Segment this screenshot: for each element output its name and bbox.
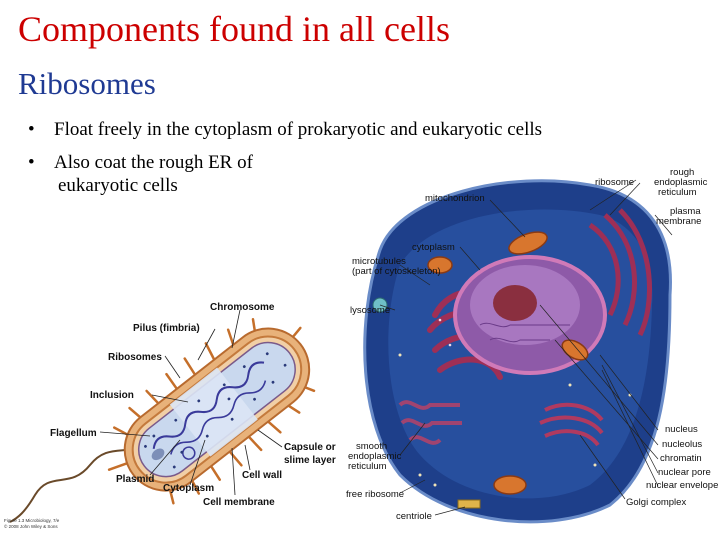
label-pilus: Pilus (fimbria) <box>133 323 200 334</box>
figure-caption: Figure 1.3 Microbiology, 7/e <box>4 518 60 523</box>
label-cell-membrane: Cell membrane <box>203 497 275 508</box>
label-capsule: Capsule or <box>284 442 336 453</box>
label-cell-wall: Cell wall <box>242 470 283 481</box>
label-lysosome: lysosome <box>350 305 391 316</box>
figure-copyright: © 2008 John Wiley & Sons <box>4 524 58 529</box>
label-smooth-reticulum: reticulum <box>348 461 387 472</box>
label-free-ribosome: free ribosome <box>346 489 405 500</box>
label-microtubules: microtubules <box>352 256 406 267</box>
label-centriole: centriole <box>396 511 432 522</box>
label-nuclear-pore: nuclear pore <box>658 467 711 478</box>
label-rough: rough <box>670 167 695 178</box>
label-nuclear-envelope: nuclear envelope <box>646 480 719 491</box>
label-nucleolus: nucleolus <box>662 439 703 450</box>
nucleolus-shape <box>493 285 537 321</box>
label-membrane: membrane <box>656 216 702 227</box>
label-smooth-endoplasmic: endoplasmic <box>348 451 402 462</box>
label-plasmid: Plasmid <box>116 474 155 485</box>
label-smooth: smooth <box>356 441 388 452</box>
animal-cell-diagram <box>340 155 720 530</box>
label-slime-layer: slime layer <box>284 455 336 466</box>
label-nucleus: nucleus <box>665 424 698 435</box>
bullet-marker: • <box>28 119 35 140</box>
label-inclusion: Inclusion <box>90 390 134 401</box>
label-plasma: plasma <box>670 206 701 217</box>
label-ribosomes: Ribosomes <box>108 352 162 363</box>
label-cytoplasm: cytoplasm <box>412 242 455 253</box>
label-ribosome: ribosome <box>595 177 635 188</box>
bullet-text: Also coat the rough ER of <box>54 152 253 173</box>
bacterium-diagram <box>0 290 345 530</box>
bullet-item <box>28 119 718 147</box>
label-chromatin: chromatin <box>660 453 702 464</box>
bullet-text-continued: eukaryotic cells <box>58 175 178 196</box>
bullet-text: Float freely in the cytoplasm of prokaryotic and eukaryotic cells <box>54 119 543 140</box>
label-cytoskeleton: (part of cytoskeleton) <box>352 266 441 277</box>
bullet-marker: • <box>28 152 35 173</box>
label-mitochondrion: mitochondrion <box>425 193 485 204</box>
label-endoplasmic: endoplasmic <box>654 177 708 188</box>
slide-subtitle: Ribosomes <box>18 66 156 101</box>
centriole-shape <box>458 500 480 508</box>
label-cytoplasm: Cytoplasm <box>163 483 215 494</box>
bullet-item <box>28 152 348 202</box>
label-golgi: Golgi complex <box>626 497 687 508</box>
slide-title: Components found in all cells <box>18 9 450 49</box>
label-flagellum: Flagellum <box>50 428 97 439</box>
label-chromosome: Chromosome <box>210 302 275 313</box>
label-reticulum: reticulum <box>658 187 697 198</box>
